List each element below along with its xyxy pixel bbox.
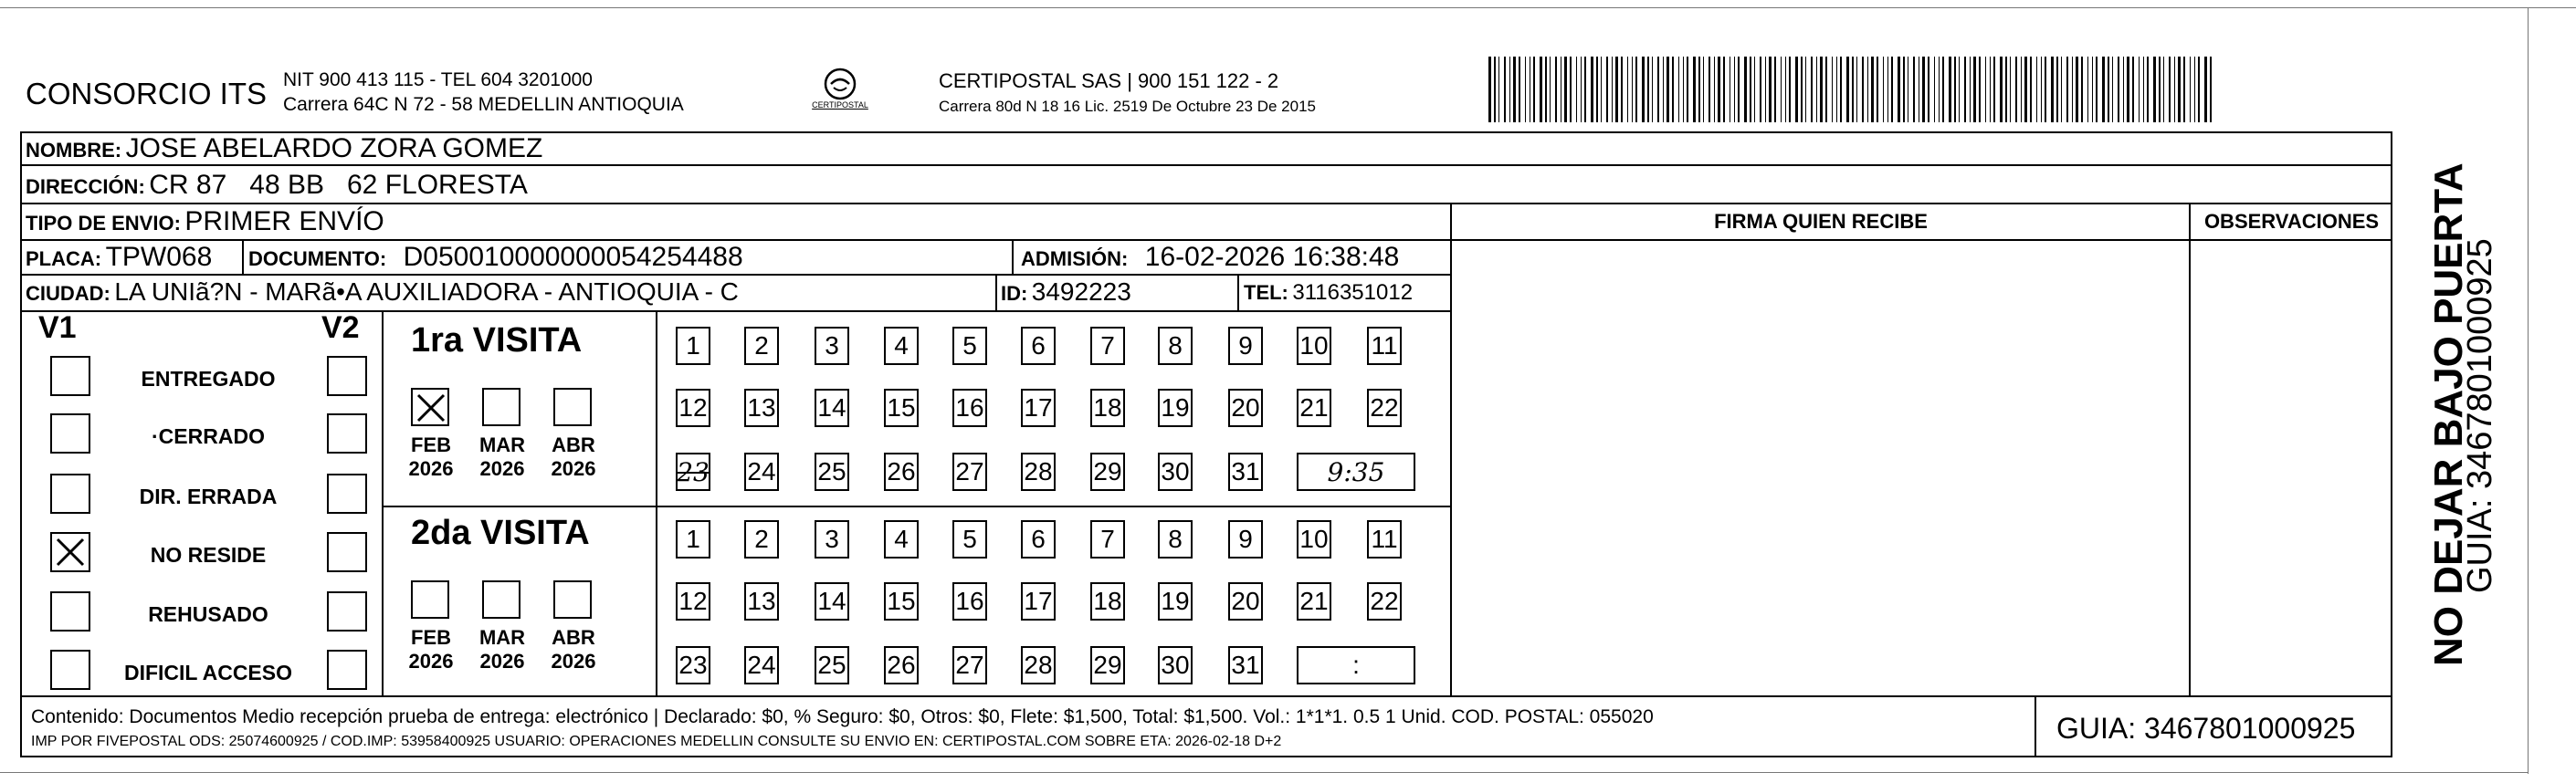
first-visit-title: 1ra VISITA (411, 321, 583, 360)
day-box[interactable]: 11 (1367, 520, 1402, 559)
day-box[interactable]: 7 (1090, 520, 1125, 559)
day-box[interactable]: 15 (884, 389, 919, 427)
month-label: ABR (552, 626, 595, 649)
day-box[interactable]: 9 (1228, 327, 1263, 365)
company-nit: NIT 900 413 115 - TEL 604 3201000 (283, 69, 593, 90)
day-box[interactable]: 27 (952, 453, 987, 491)
month-label: ABR (552, 433, 595, 456)
placa-value: TPW068 (105, 242, 213, 272)
certipostal-logo-text: CERTIPOSTAL (812, 100, 868, 110)
month-label: MAR (478, 626, 526, 649)
direccion-field (26, 170, 528, 201)
no-dejar-warning: NO DEJAR BAJO PUERTA (2426, 162, 2471, 666)
day-box[interactable]: 26 (884, 453, 919, 491)
status-label: ·CERRADO (152, 424, 265, 448)
day-box[interactable]: 1 (676, 327, 710, 365)
id-label: ID: (1001, 282, 1028, 305)
barcode (1487, 57, 2217, 122)
documento-field (248, 242, 743, 273)
day-box[interactable]: 9 (1228, 520, 1263, 559)
tel-divider (1237, 274, 1239, 310)
month-checkbox[interactable] (553, 580, 592, 619)
day-box[interactable]: 2 (744, 327, 779, 365)
direccion-value: CR 87 48 BB 62 FLORESTA (149, 170, 528, 200)
row-divider (20, 239, 1452, 241)
day-box[interactable]: 28 (1021, 646, 1056, 684)
day-box[interactable]: 3 (815, 520, 849, 559)
day-box[interactable]: 22 (1367, 582, 1402, 621)
day-box[interactable]: 5 (952, 327, 987, 365)
v2-checkbox[interactable] (327, 532, 367, 572)
status-visit-divider (382, 310, 384, 695)
documento-label: DOCUMENTO: (248, 247, 387, 270)
footer-content-line: Contenido: Documentos Medio recepción prueba de entrega: electrónico | Declarado: $0, % Seguro: $0, Otros: $0, Flete: $1,500, Total: $1,500. Vol.: 1*1*1. 0.5 1 Unid. COD. POSTAL: 055020 (31, 706, 1654, 727)
day-box[interactable]: 23 (676, 453, 710, 491)
v1-checkbox[interactable] (50, 413, 90, 454)
admision-label: ADMISIÓN: (1021, 247, 1129, 270)
day-box[interactable]: 31 (1228, 453, 1263, 491)
day-box[interactable]: 24 (744, 646, 779, 684)
day-box[interactable]: 20 (1228, 389, 1263, 427)
v1-header: V1 (38, 310, 77, 345)
right-edge-line (2528, 7, 2529, 774)
tel-label: TEL: (1244, 281, 1288, 304)
firma-left-divider (1450, 203, 1452, 695)
month-checkbox[interactable] (553, 388, 592, 426)
month-label: MAR (478, 433, 526, 456)
placa-label: PLACA: (26, 247, 102, 270)
placa-divider (242, 239, 244, 276)
ciudad-value: LA UNIã?N - MARã•A AUXILIADORA - ANTIOQUIA - C (114, 277, 739, 306)
day-box[interactable]: 4 (884, 520, 919, 559)
day-box[interactable]: 5 (952, 520, 987, 559)
v2-header: V2 (321, 310, 360, 345)
placa-field (26, 242, 212, 273)
day-box[interactable]: 22 (1367, 389, 1402, 427)
month-checkbox[interactable] (482, 580, 520, 619)
id-value: 3492223 (1031, 277, 1131, 306)
v2-checkbox[interactable] (327, 413, 367, 454)
day-box[interactable]: 14 (815, 389, 849, 427)
day-box[interactable]: 21 (1297, 389, 1331, 427)
day-box[interactable]: 25 (815, 646, 849, 684)
day-box[interactable]: 12 (676, 582, 710, 621)
row-divider (1452, 239, 2392, 241)
year-label: 2026 (551, 457, 596, 480)
second-visit-title: 2da VISITA (411, 514, 590, 552)
visit-days-divider (656, 310, 657, 695)
row-divider (20, 203, 2392, 204)
year-label: 2026 (479, 650, 525, 673)
v2-checkbox[interactable] (327, 356, 367, 396)
nombre-label: NOMBRE: (26, 139, 122, 162)
status-label: NO RESIDE (150, 543, 267, 567)
footer-divider (20, 695, 2392, 697)
day-box[interactable]: 29 (1090, 646, 1125, 684)
time-box[interactable]: 9:35 (1297, 453, 1415, 491)
tipo-envio-label: TIPO DE ENVIO: (26, 212, 181, 235)
certipostal-logo (808, 64, 872, 119)
ciudad-field (26, 277, 739, 307)
day-box[interactable]: 6 (1021, 327, 1056, 365)
footer-print-line: IMP POR FIVEPOSTAL ODS: 25074600925 / COD.IMP: 53958400925 USUARIO: OPERACIONES MEDELLIN CONSULTE SU ENVIO EN: CERTIPOSTAL.COM SOBRE ETA: 2026-02-18 D+2 (31, 734, 1282, 749)
day-box[interactable]: 24 (744, 453, 779, 491)
status-label: DIFICIL ACCESO (123, 661, 292, 684)
day-box[interactable]: 1 (676, 520, 710, 559)
v1-checkbox[interactable] (50, 356, 90, 396)
bottom-edge-line (0, 772, 2528, 773)
v2-checkbox[interactable] (327, 474, 367, 514)
day-box[interactable]: 10 (1297, 327, 1331, 365)
day-box[interactable]: 7 (1090, 327, 1125, 365)
ciudad-label: CIUDAD: (26, 282, 110, 305)
observaciones-divider (2189, 203, 2191, 695)
id-field (1001, 277, 1131, 307)
day-box[interactable]: 4 (884, 327, 919, 365)
day-box[interactable]: 20 (1228, 582, 1263, 621)
day-box[interactable]: 10 (1297, 520, 1331, 559)
month-checkbox[interactable] (411, 580, 449, 619)
tipo-envio-value: PRIMER ENVÍO (184, 206, 384, 236)
day-box[interactable]: 31 (1228, 646, 1263, 684)
company-address: Carrera 64C N 72 - 58 MEDELLIN ANTIOQUIA (283, 94, 684, 115)
documento-value: D050010000000054254488 (403, 242, 743, 272)
footer-guia: GUIA: 3467801000925 (2056, 712, 2356, 745)
day-box[interactable]: 25 (815, 453, 849, 491)
day-box[interactable]: 18 (1090, 389, 1125, 427)
day-box[interactable]: 16 (952, 582, 987, 621)
firma-label: FIRMA QUIEN RECIBE (1714, 210, 1928, 233)
day-box[interactable]: 29 (1090, 453, 1125, 491)
v2-checkbox[interactable] (327, 591, 367, 632)
day-box[interactable]: 17 (1021, 582, 1056, 621)
admision-divider (1012, 239, 1014, 276)
day-box[interactable]: 11 (1367, 327, 1402, 365)
day-box[interactable]: 12 (676, 389, 710, 427)
month-label: FEB (411, 626, 451, 649)
day-box[interactable]: 23 (676, 646, 710, 684)
side-guia: GUIA: 3467801000925 (2461, 238, 2499, 593)
tipo-envio-field (26, 206, 384, 237)
status-label: ENTREGADO (141, 367, 276, 391)
day-box[interactable]: 15 (884, 582, 919, 621)
year-label: 2026 (408, 457, 454, 480)
day-box[interactable]: 16 (952, 389, 987, 427)
v2-checkbox[interactable] (327, 650, 367, 690)
day-box[interactable]: 18 (1090, 582, 1125, 621)
visits-divider (382, 506, 1452, 507)
day-box[interactable]: 3 (815, 327, 849, 365)
day-box[interactable]: 13 (744, 389, 779, 427)
direccion-label: DIRECCIÓN: (26, 175, 145, 198)
month-checkbox[interactable] (482, 388, 520, 426)
top-edge-line (0, 7, 2576, 8)
v1-checkbox[interactable] (50, 650, 90, 690)
footer-guia-divider (2035, 695, 2036, 757)
v1-checkbox[interactable] (50, 591, 90, 632)
nombre-value: JOSE ABELARDO ZORA GOMEZ (125, 133, 543, 163)
company-name: CONSORCIO ITS (26, 77, 268, 110)
v1-checkbox[interactable] (50, 532, 90, 572)
nombre-field (26, 133, 542, 164)
year-label: 2026 (408, 650, 454, 673)
certipostal-info: CERTIPOSTAL SAS | 900 151 122 - 2 (939, 69, 1279, 92)
observaciones-label: OBSERVACIONES (2203, 210, 2380, 233)
status-label: REHUSADO (148, 602, 268, 626)
day-box[interactable]: 17 (1021, 389, 1056, 427)
admision-value: 16-02-2026 16:38:48 (1144, 242, 1400, 272)
year-label: 2026 (479, 457, 525, 480)
status-label: DIR. ERRADA (139, 485, 278, 508)
day-box[interactable]: 13 (744, 582, 779, 621)
v1-checkbox[interactable] (50, 474, 90, 514)
day-box[interactable]: 19 (1158, 582, 1193, 621)
day-box[interactable]: 6 (1021, 520, 1056, 559)
day-box[interactable]: 19 (1158, 389, 1193, 427)
admision-field (1021, 242, 1399, 273)
tel-field (1244, 280, 1413, 306)
time-box[interactable]: : (1297, 646, 1415, 684)
day-box[interactable]: 8 (1158, 327, 1193, 365)
day-box[interactable]: 26 (884, 646, 919, 684)
tel-value: 3116351012 (1292, 280, 1414, 305)
row-divider (20, 310, 1452, 312)
id-divider (995, 274, 997, 310)
day-box[interactable]: 27 (952, 646, 987, 684)
day-box[interactable]: 30 (1158, 646, 1193, 684)
day-box[interactable]: 8 (1158, 520, 1193, 559)
day-box[interactable]: 2 (744, 520, 779, 559)
year-label: 2026 (551, 650, 596, 673)
day-box[interactable]: 21 (1297, 582, 1331, 621)
month-checkbox[interactable] (411, 388, 449, 426)
day-box[interactable]: 28 (1021, 453, 1056, 491)
month-label: FEB (411, 433, 451, 456)
row-divider (20, 164, 2392, 166)
certipostal-license: Carrera 80d N 18 16 Lic. 2519 De Octubre 23 De 2015 (939, 98, 1316, 115)
day-box[interactable]: 14 (815, 582, 849, 621)
day-box[interactable]: 30 (1158, 453, 1193, 491)
